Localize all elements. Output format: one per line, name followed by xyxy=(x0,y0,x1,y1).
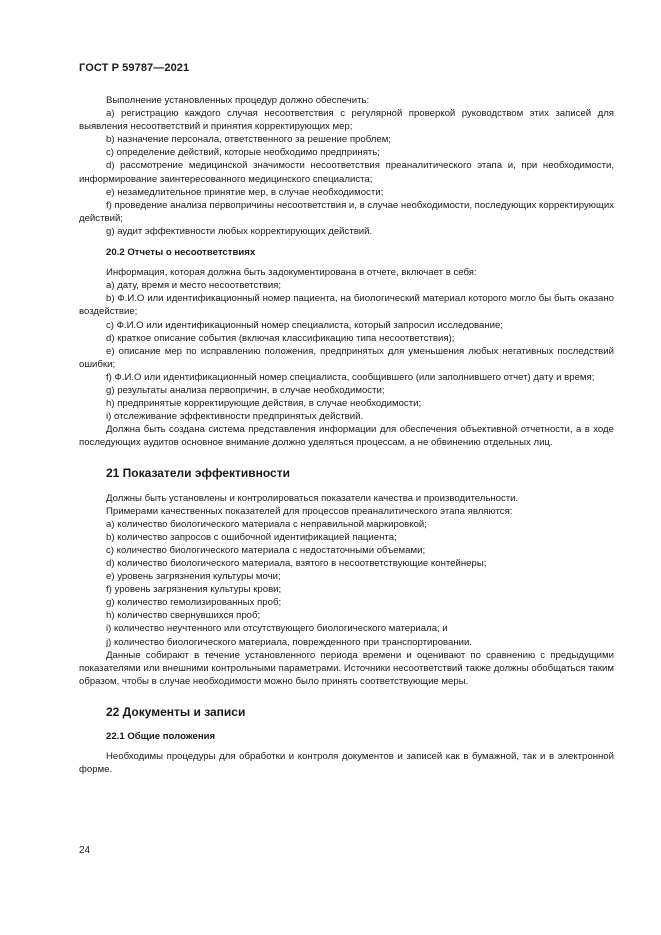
list-item: g) количество гемолизированных проб; xyxy=(106,597,282,609)
list-item: a) дату, время и место несоответствия; xyxy=(106,280,282,292)
list-item: a) количество биологического материала с неправильной маркировкой; xyxy=(106,518,427,530)
list-item: i) количество неучтенного или отсутствующего биологического материала; и xyxy=(106,623,448,635)
list-item: f) Ф.И.О или идентификационный номер специалиста, сообщившего (или заполнившего отчет) дату и время; xyxy=(106,371,595,383)
list-item: h) предпринятые корректирующие действия, в случае необходимости; xyxy=(106,398,422,410)
body-text xyxy=(79,94,614,776)
section-heading-22: 22 Документы и записи xyxy=(106,704,246,719)
paragraph: Должна быть создана система представления информации для обеспечения объективной отчетности, а в ходе последующих аудитов основное внимание должно уделяться процессам, а не обвинению отдельных лиц. xyxy=(79,424,614,449)
list-item: e) уровень загрязнения культуры мочи; xyxy=(106,571,281,583)
paragraph: Выполнение установленных процедур должно обеспечить: xyxy=(106,95,370,106)
section-heading-21: 21 Показатели эффективности xyxy=(106,466,290,481)
list-item: b) назначение персонала, ответственного за решение проблем; xyxy=(106,134,391,146)
section-heading-22-1: 22.1 Общие положения xyxy=(106,731,216,743)
paragraph: Информация, которая должна быть задокументирована в отчете, включает в себя: xyxy=(106,267,477,279)
list-item: h) количество свернувшихся проб; xyxy=(106,610,261,622)
list-item: c) количество биологического материала с недостаточными объемами; xyxy=(106,544,426,556)
standard-header: ГОСТ Р 59787—2021 xyxy=(79,62,190,74)
list-item: c) Ф.И.О или идентификационный номер специалиста, который запросил исследование; xyxy=(106,319,504,331)
list-item: g) результаты анализа первопричин, в случае необходимости; xyxy=(106,384,385,396)
list-item: i) отслеживание эффективности предпринятых действий. xyxy=(106,411,364,423)
page-number: 24 xyxy=(79,845,91,856)
list-item: c) определение действий, которые необходимо предпринять; xyxy=(106,147,380,159)
paragraph: Необходимы процедуры для обработки и контроля документов и записей как в бумажной, так и в электронной форме. xyxy=(79,751,614,776)
list-item: d) рассмотрение медицинской значимости несоответствия преаналитического этапа и, при необходимости, информирование заинтересованного медицинского специалиста; xyxy=(79,160,614,185)
list-item: j) количество биологического материала, поврежденного при транспортировании. xyxy=(106,636,473,648)
list-item: e) описание мер по исправлению положения, предпринятых для уменьшения любых негативных последствий ошибки; xyxy=(79,345,614,370)
list-item: g) аудит эффективности любых корректирующих действий. xyxy=(106,225,373,237)
list-item: d) количество биологического материала, взятого в несоответствующие контейнеры; xyxy=(106,558,487,569)
list-item: b) Ф.И.О или идентификационный номер пациента, на биологический материал которого могло бы быть оказано воздействие; xyxy=(79,293,614,318)
list-item: a) регистрацию каждого случая несоответствия с регулярной проверкой руководством этих записей для выявления несоответствий и принятия корректирующих мер; xyxy=(79,108,614,133)
paragraph: Примерами качественных показателей для процессов преаналитического этапа являются: xyxy=(106,505,513,517)
list-item: b) количество запросов с ошибочной идентификацией пациента; xyxy=(106,531,397,543)
paragraph: Должны быть установлены и контролироваться показатели качества и производительности. xyxy=(106,492,519,504)
section-heading-20-2: 20.2 Отчеты о несоответствиях xyxy=(106,247,256,259)
list-item: f) уровень загрязнения культуры крови; xyxy=(106,584,282,596)
list-item: d) краткое описание события (включая классификацию типа несоответствия); xyxy=(106,332,455,344)
list-item: e) незамедлительное принятие мер, в случае необходимости; xyxy=(106,186,384,198)
paragraph: Данные собирают в течение установленного периода времени и оценивают по сравнению с предыдущими показателями или внешними контрольными параметрами. Источники несоответствий также должны обобщаться таким образом, чтобы в случае необходимости можно было принять соответствующие меры. xyxy=(79,649,614,687)
list-item: f) проведение анализа первопричины несоответствия и, в случае необходимости, последующих корректирующих действий; xyxy=(79,199,614,224)
